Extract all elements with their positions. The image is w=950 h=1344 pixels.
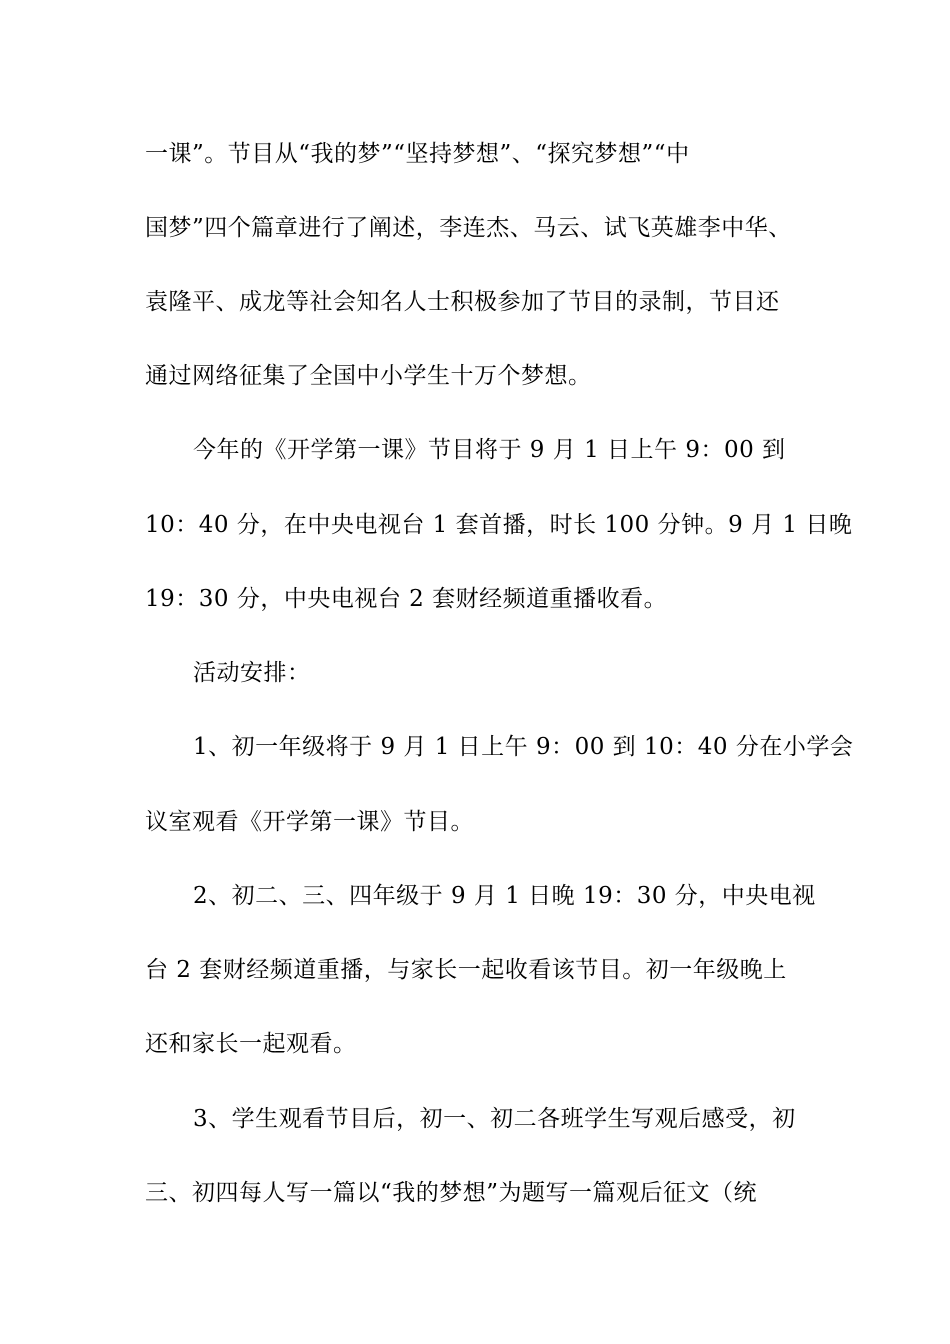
paragraph-line-13: 还和家长一起观看。 [145, 1031, 357, 1057]
paragraph-line-4: 通过网络征集了全国中小学生十万个梦想。 [145, 363, 592, 389]
paragraph-line-7: 19：30 分，中央电视台 2 套财经频道重播收看。 [145, 586, 668, 612]
paragraph-line-15: 三、初四每人写一篇以“我的梦想”为题写一篇观后征文（统 [145, 1180, 758, 1206]
paragraph-line-5: 今年的《开学第一课》节目将于 9 月 1 日上午 9：00 到 [193, 437, 786, 463]
paragraph-line-12: 台 2 套财经频道重播，与家长一起收看该节目。初一年级晚上 [145, 957, 787, 983]
section-heading-activity: 活动安排： [193, 660, 311, 686]
paragraph-line-3: 袁隆平、成龙等社会知名人士积极参加了节目的录制，节目还 [145, 289, 780, 315]
paragraph-line-2: 国梦”四个篇章进行了阐述，李连杰、马云、试飞英雄李中华、 [145, 215, 792, 241]
paragraph-line-6: 10：40 分，在中央电视台 1 套首播，时长 100 分钟。9 月 1 日晚 [145, 512, 853, 538]
paragraph-line-1: 一课”。节目从“我的梦”“坚持梦想”、“探究梦想”“中 [145, 141, 690, 167]
paragraph-line-11: 2、初二、三、四年级于 9 月 1 日晚 19：30 分，中央电视 [193, 883, 816, 909]
paragraph-line-10: 议室观看《开学第一课》节目。 [145, 809, 474, 835]
paragraph-line-9: 1、初一年级将于 9 月 1 日上午 9：00 到 10：40 分在小学会 [193, 734, 854, 760]
paragraph-line-14: 3、学生观看节目后，初一、初二各班学生写观后感受，初 [193, 1106, 796, 1132]
